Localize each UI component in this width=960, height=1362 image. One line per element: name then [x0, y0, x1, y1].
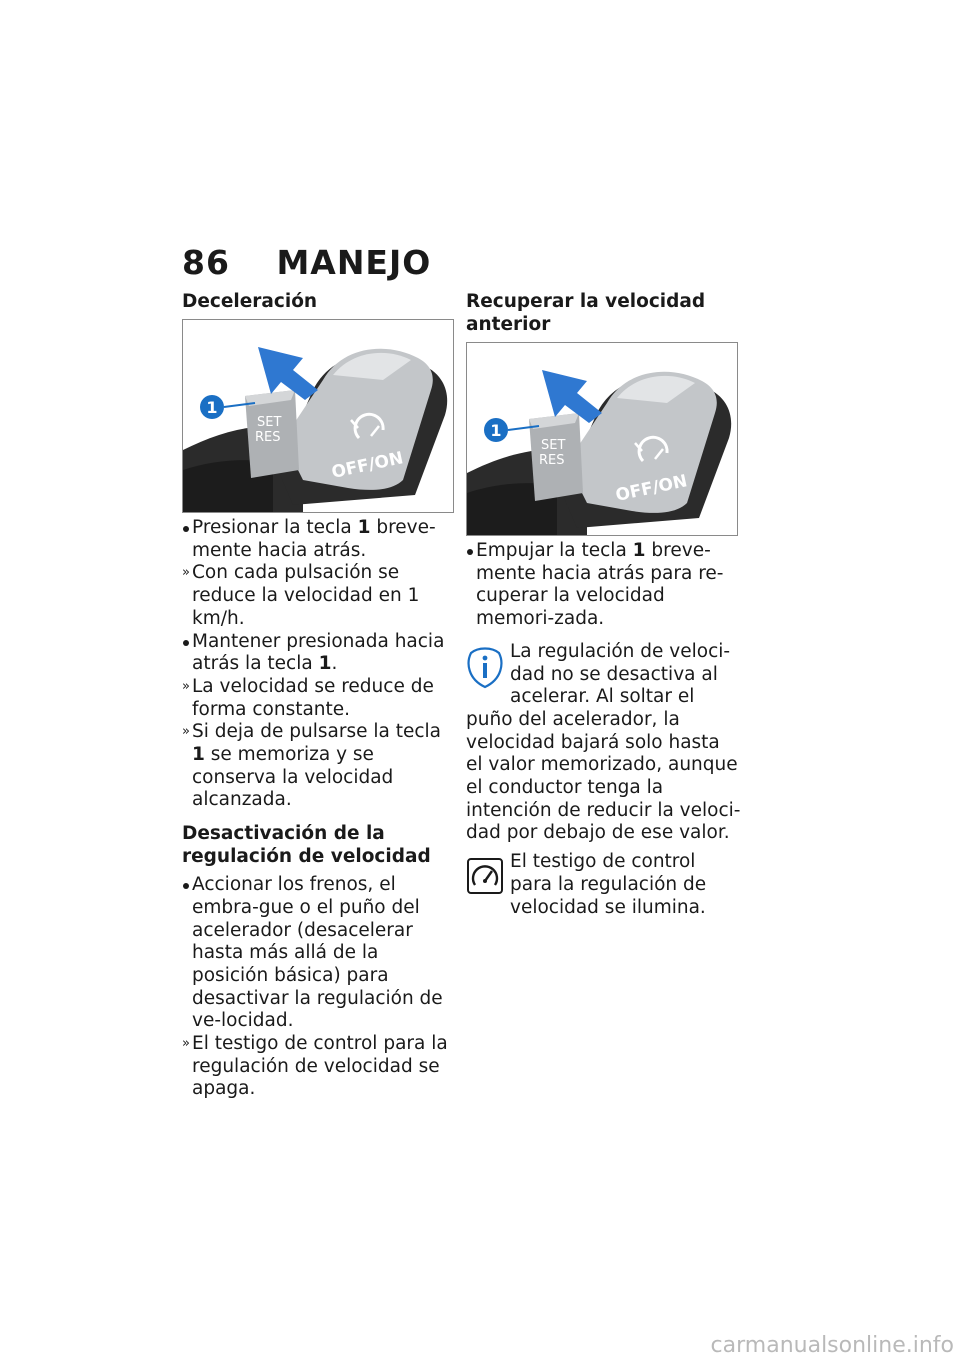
info-icon	[466, 645, 504, 689]
deceleration-steps	[182, 517, 454, 812]
list-item: Mantener presionada hacia atrás la tecla 1.	[192, 630, 445, 675]
resume-speed-heading: Recuperar la velocidad anterior	[466, 291, 706, 335]
list-item: Accionar los frenos, el embra-gue o el puño del acelerador (desacelerar hasta más allá de la posición básica) para desactivar la regulación de ve-locidad.	[192, 874, 443, 1032]
page-header	[182, 243, 431, 282]
deactivation-steps	[182, 874, 454, 1101]
callout-1-label: 1	[206, 398, 218, 417]
list-item: » El testigo de control para la regulación de velocidad se apaga.	[182, 1033, 448, 1100]
switch-label-off-on: OFF/ON	[329, 448, 406, 483]
set-res-key-illustration-1	[182, 319, 454, 513]
section-title: MANEJO	[276, 243, 432, 282]
switch-label-off-on: OFF/ON	[613, 471, 690, 506]
indicator-note	[466, 851, 742, 919]
deactivation-heading: Desactivación de la regulación de velocidad	[182, 823, 431, 868]
set-res-key-illustration-2	[466, 342, 738, 536]
callout-1-label: 1	[490, 421, 502, 440]
deceleration-heading: Deceleración	[182, 291, 318, 312]
key-label-set: SET	[257, 415, 282, 430]
key-label-res: RES	[255, 430, 281, 445]
left-column	[182, 290, 454, 1111]
handlebar-switch-drawing	[183, 320, 453, 512]
handlebar-switch-drawing	[467, 343, 737, 535]
key-label-res: RES	[539, 453, 565, 468]
list-item: » Con cada pulsación se reduce la velocidad en 1 km/h.	[182, 562, 420, 629]
page-number: 86	[182, 243, 230, 282]
key-label-set: SET	[541, 438, 566, 453]
resume-steps	[466, 540, 742, 631]
indicator-note-text: El testigo de control para la regulación de velocidad se ilumina.	[510, 851, 707, 918]
watermark: carmanualsonline.info	[710, 1333, 954, 1358]
info-note	[466, 641, 742, 845]
list-item: » La velocidad se reduce de forma constante.	[182, 675, 434, 720]
list-item: » Si deja de pulsarse la tecla 1 se memoriza y se conserva la velocidad alcanzada.	[182, 721, 441, 811]
info-note-text: La regulación de veloci-dad no se desactiva al acelerar. Al soltar el puño del acelerador, la velocidad bajará solo hasta el valor memorizado, aunque el conductor tenga la intención de reducir la veloci-dad por debajo de ese valor.	[466, 640, 741, 844]
right-column	[466, 290, 742, 919]
cruise-control-indicator-icon	[466, 855, 504, 899]
list-item: Presionar la tecla 1 breve-mente hacia atrás.	[192, 517, 436, 561]
list-item: Empujar la tecla 1 breve-mente hacia atrás para re-cuperar la velocidad memori-zada.	[476, 540, 724, 630]
